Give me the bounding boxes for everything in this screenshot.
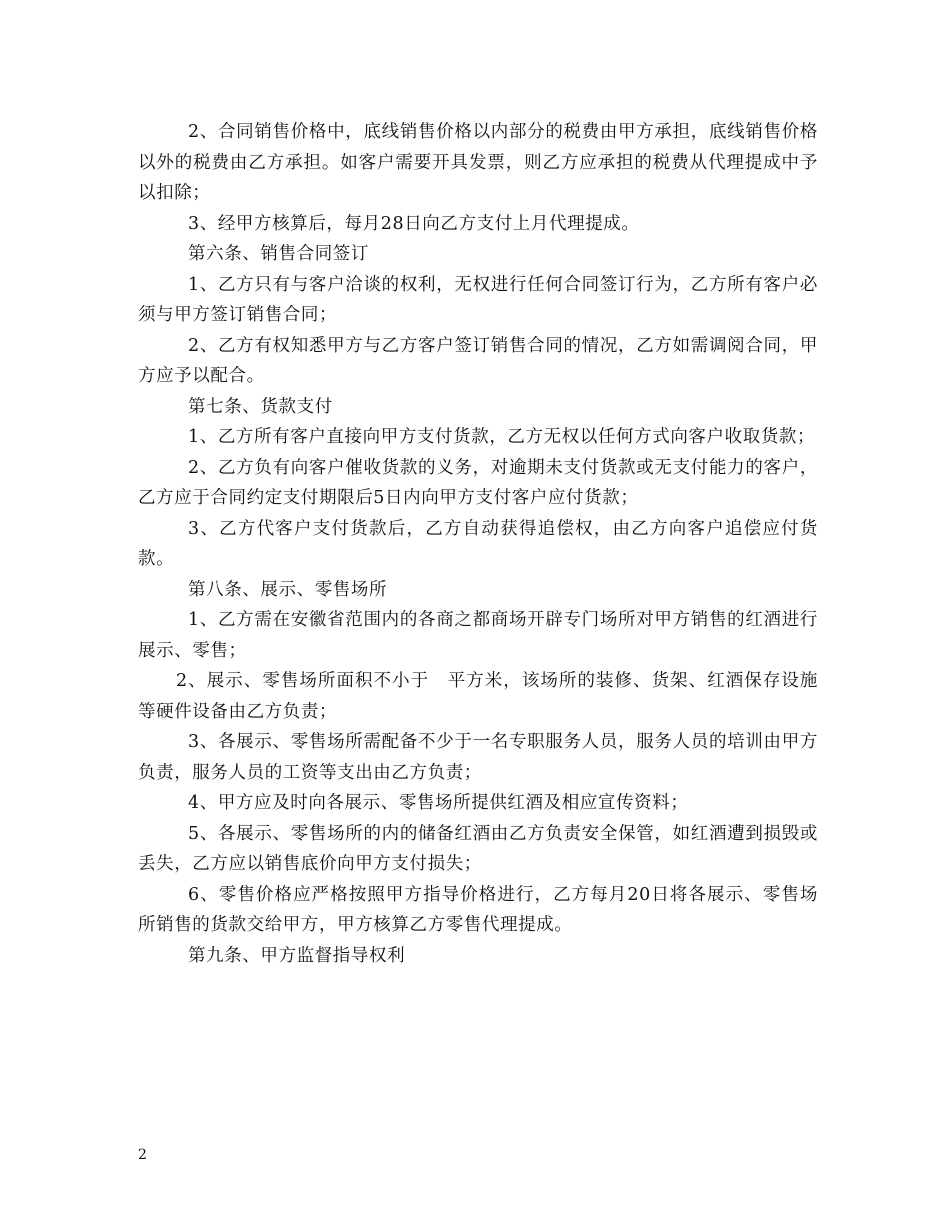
document-body — [138, 117, 818, 971]
article-9-heading: 第九条、甲方监督指导权利 — [188, 945, 406, 966]
paragraph-clause-8-5: 5、各展示、零售场所的内的储备红酒由乙方负责安全保管，如红酒遭到损毁或丢失，乙方应以销售底价向甲方支付损失； — [138, 823, 818, 874]
article-7-heading: 第七条、货款支付 — [188, 396, 333, 417]
page-number: 2 — [138, 1147, 147, 1163]
article-8-heading: 第八条、展示、零售场所 — [188, 579, 388, 600]
paragraph-clause-7-3: 3、乙方代客户支付货款后，乙方自动获得追偿权，由乙方向客户追偿应付货款。 — [138, 518, 818, 569]
paragraph-clause-6-2: 2、乙方有权知悉甲方与乙方客户签订销售合同的情况，乙方如需调阅合同，甲方应予以配合。 — [138, 335, 818, 386]
paragraph-clause-8-6: 6、零售价格应严格按照甲方指导价格进行，乙方每月20日将各展示、零售场所销售的货款交给甲方，甲方核算乙方零售代理提成。 — [138, 884, 818, 935]
paragraph-clause-8-4: 4、甲方应及时向各展示、零售场所提供红酒及相应宣传资料； — [188, 793, 689, 813]
paragraph-clause-8-3: 3、各展示、零售场所需配备不少于一名专职服务人员，服务人员的培训由甲方负责，服务人员的工资等支出由乙方负责； — [138, 732, 818, 783]
paragraph-clause-7-1: 1、乙方所有客户直接向甲方支付货款，乙方无权以任何方式向客户收取货款； — [188, 427, 816, 447]
paragraph-clause-5-2: 2、合同销售价格中，底线销售价格以内部分的税费由甲方承担，底线销售价格以外的税费由乙方承担。如客户需要开具发票，则乙方应承担的税费从代理提成中予以扣除； — [138, 122, 818, 203]
paragraph-clause-8-1: 1、乙方需在安徽省范围内的各商之都商场开辟专门场所对甲方销售的红酒进行展示、零售； — [138, 610, 818, 661]
article-6-heading: 第六条、销售合同签订 — [188, 244, 369, 264]
paragraph-clause-8-2: 2、展示、零售场所面积不小于 平方米，该场所的装修、货架、红酒保存设施等硬件设备由乙方负责； — [138, 671, 818, 722]
paragraph-clause-5-3: 3、经甲方核算后，每月28日向乙方支付上月代理提成。 — [188, 213, 640, 234]
paragraph-clause-7-2: 2、乙方负有向客户催收货款的义务，对逾期未支付货款或无支付能力的客户，乙方应于合同约定支付期限后5日内向甲方支付客户应付货款； — [138, 457, 818, 508]
paragraph-clause-6-1: 1、乙方只有与客户洽谈的权利，无权进行任何合同签订行为，乙方所有客户必须与甲方签订销售合同； — [138, 274, 818, 325]
